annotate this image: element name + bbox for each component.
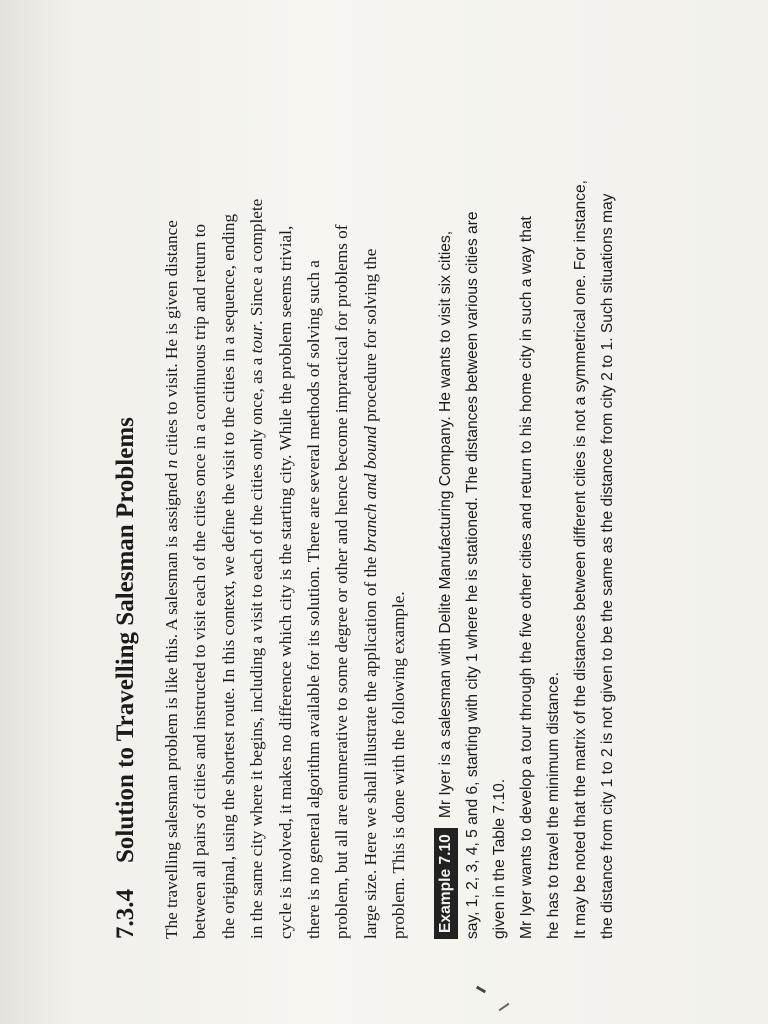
section-number: 7.3.4 — [112, 889, 139, 939]
paragraph-line — [328, 0, 356, 939]
example-line: Mr Iyer wants to develop a tour through the five other cities and return to his home city in such a way that — [517, 216, 535, 939]
text-segment: . Since a complete — [247, 198, 267, 325]
text-segment: problem, but all are enumerative to some degree or other and hence become impractical for problems of — [332, 224, 352, 939]
paragraph-line — [158, 0, 186, 939]
example-line: It may be noted that the matrix of the distances between different cities is not a symmetrical one. For instance, — [571, 180, 589, 939]
intro-paragraph — [158, 0, 414, 939]
italic-term: n — [162, 459, 181, 469]
example-line: say, 1, 2, 3, 4, 5 and 6, starting with city 1 where he is stationed. The distances between various cities are — [463, 211, 481, 939]
paragraph-line — [243, 0, 271, 939]
text-segment: The travelling salesman problem is like this. A salesman is assigned — [162, 468, 181, 939]
example-paragraph-2 — [513, 0, 567, 939]
text-segment: procedure for solving the — [360, 248, 380, 427]
text-segment: cycle is involved, it makes no difference which city is the starting city. While the problem seems trivial, — [275, 225, 295, 939]
text-segment: cities to visit. He is given distance — [162, 220, 181, 460]
paragraph-line — [186, 0, 214, 939]
text-segment: large size. Here we shall illustrate the application of the — [360, 552, 380, 939]
paragraph-line — [357, 0, 385, 939]
paragraph-line — [215, 0, 243, 939]
italic-term: tour — [247, 324, 267, 354]
example-paragraph-3 — [567, 0, 621, 939]
text-column — [112, 0, 621, 939]
example-line — [432, 0, 459, 939]
example-line: the distance from city 1 to 2 is not given to be the same as the distance from city 2 to 1. Such situations may — [598, 193, 616, 939]
paragraph-line — [272, 0, 300, 939]
text-segment: in the same city where it begins, including a visit to each of the cities only once, as a — [247, 353, 267, 939]
paragraph-line — [300, 0, 328, 939]
example-block — [432, 0, 621, 939]
text-segment: problem. This is done with the following example. — [389, 591, 409, 939]
text-segment: the original, using the shortest route. In this context, we define the visit to the cities in a sequence, ending — [218, 213, 238, 939]
example-line: he has to travel the minimum distance. — [544, 672, 562, 939]
example-line-text: Mr Iyer is a salesman with Delite Manufacturing Company. He wants to visit six cities, — [436, 230, 454, 819]
italic-term: branch and bound — [360, 426, 380, 553]
section-heading — [112, 0, 140, 939]
text-segment: between all pairs of cities and instructed to visit each of the cities once in a continuous trip and return to — [190, 224, 210, 939]
paragraph-line — [385, 0, 413, 939]
section-title: Solution to Travelling Salesman Problems — [112, 417, 139, 863]
text-segment: there is no general algorithm available for its solution. There are several methods of solving such a — [304, 260, 324, 939]
example-paragraph-1 — [432, 0, 513, 939]
example-label: Example 7.10 — [434, 828, 458, 939]
example-line: given in the Table 7.10. — [490, 778, 508, 939]
